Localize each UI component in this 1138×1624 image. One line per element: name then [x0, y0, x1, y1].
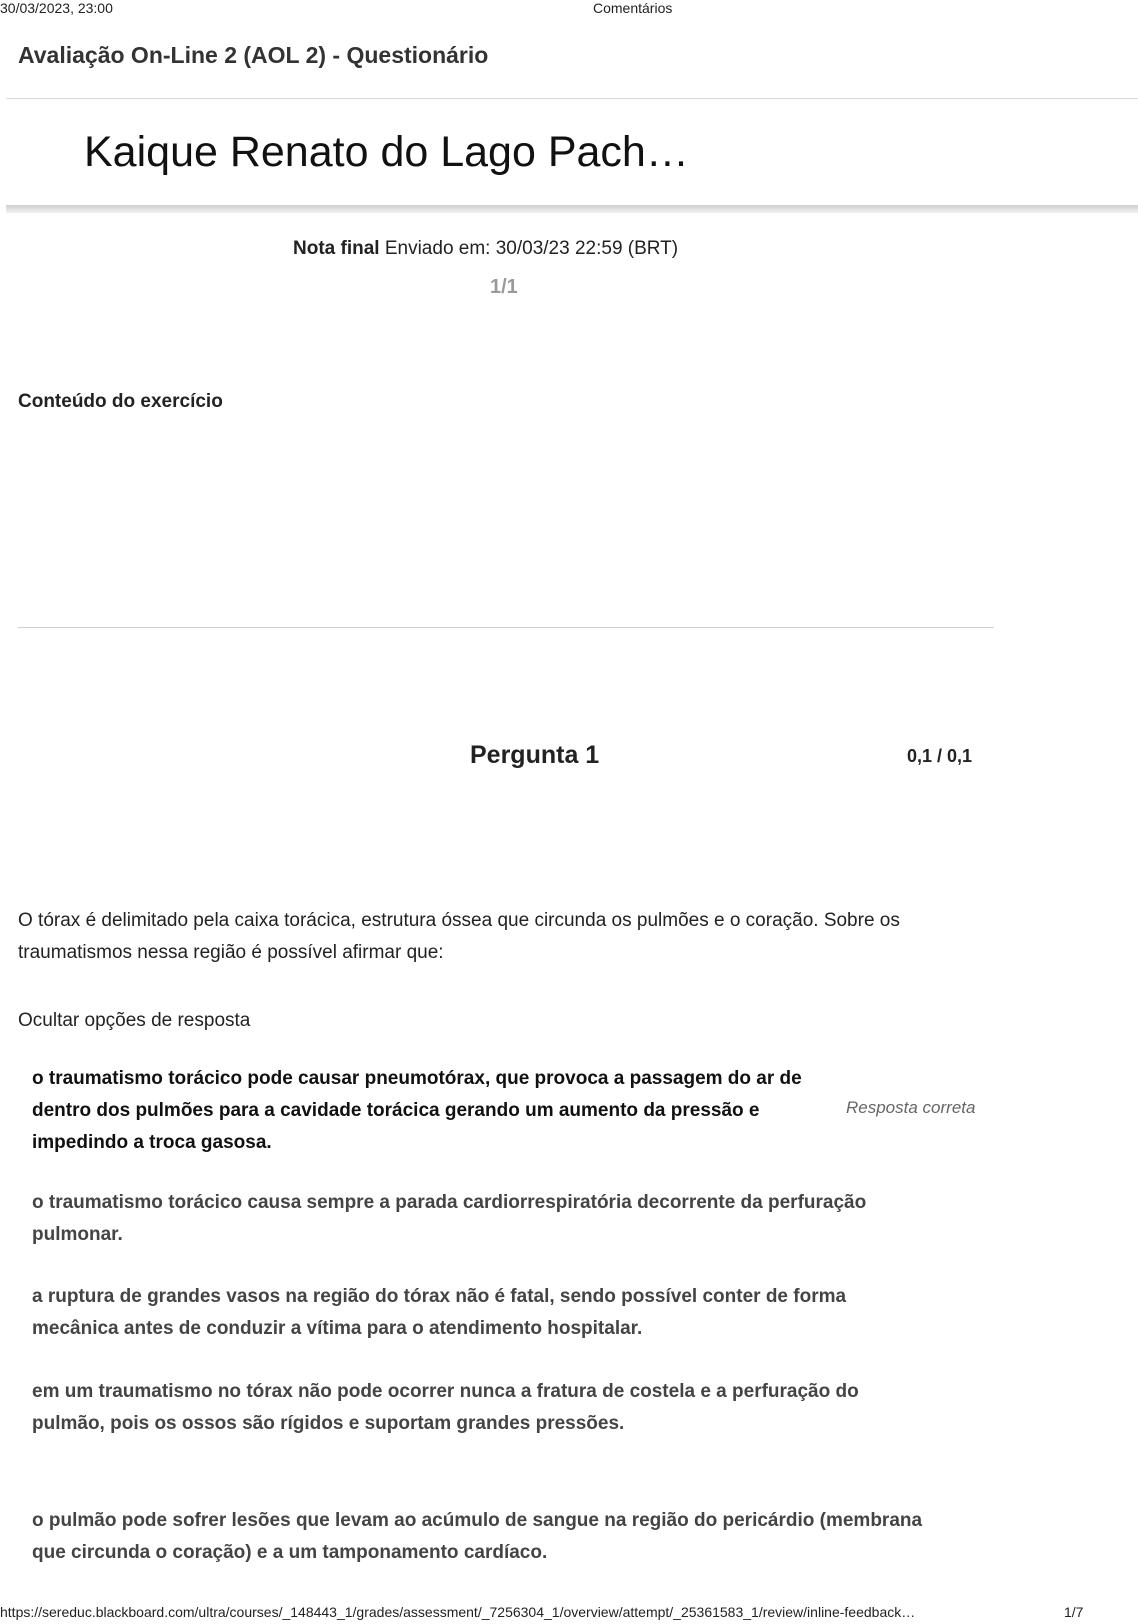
correct-answer-badge: Resposta correta — [846, 1098, 976, 1117]
student-name: Kaique Renato do Lago Pach… — [84, 128, 689, 176]
question-text: O tórax é delimitado pela caixa torácica, estrutura óssea que circunda os pulmões e o coração. Sobre os traumatismos nessa região é possível afirmar que: — [18, 910, 900, 963]
question-title: Pergunta 1 — [470, 741, 600, 769]
answer-option-5: o pulmão pode sofrer lesões que levam ao acúmulo de sangue na região do pericárdio (membrana que circunda o coração) e a um tamponamento cardíaco. — [32, 1510, 923, 1563]
submitted-timestamp: Enviado em: 30/03/23 22:59 (BRT) — [384, 238, 679, 259]
answer-option-3: a ruptura de grandes vasos na região do tórax não é fatal, sendo possível conter de forma mecânica antes de conduzir a vítima para o atendimento hospitalar. — [32, 1286, 847, 1339]
print-footer-url: https://sereduc.blackboard.com/ultra/courses/_148443_1/grades/assessment/_7256304_1/overview/attempt/_25361583_1/review/inline-feedback… — [0, 1604, 916, 1620]
content-divider — [18, 627, 994, 628]
print-page-number: 1/7 — [1064, 1604, 1084, 1620]
grade-summary — [293, 238, 678, 260]
answer-option-4: em um traumatismo no tórax não pode ocorrer nunca a fratura de costela e a perfuração do pulmão, pois os ossos são rígidos e suportam grandes pressões. — [32, 1381, 859, 1434]
header-shadow-divider — [6, 205, 1138, 213]
exercise-content-label: Conteúdo do exercício — [18, 391, 223, 412]
final-grade-score: 1/1 — [490, 276, 518, 298]
hide-answer-options-toggle[interactable]: Ocultar opções de resposta — [18, 1010, 251, 1031]
answer-option-2: o traumatismo torácico causa sempre a parada cardiorrespiratória decorrente da perfuração pulmonar. — [32, 1192, 867, 1245]
header-divider — [6, 98, 1138, 99]
final-grade-label: Nota final — [293, 238, 380, 259]
question-score: 0,1 / 0,1 — [907, 746, 973, 766]
print-datetime: 30/03/2023, 23:00 — [0, 0, 113, 16]
print-page-title: Comentários — [593, 0, 673, 16]
assessment-title: Avaliação On-Line 2 (AOL 2) - Questionário — [18, 42, 489, 68]
answer-option-1: o traumatismo torácico pode causar pneumotórax, que provoca a passagem do ar de dentro dos pulmões para a cavidade torácica gerando um aumento da pressão e impedindo a troca gasosa. — [32, 1068, 802, 1153]
